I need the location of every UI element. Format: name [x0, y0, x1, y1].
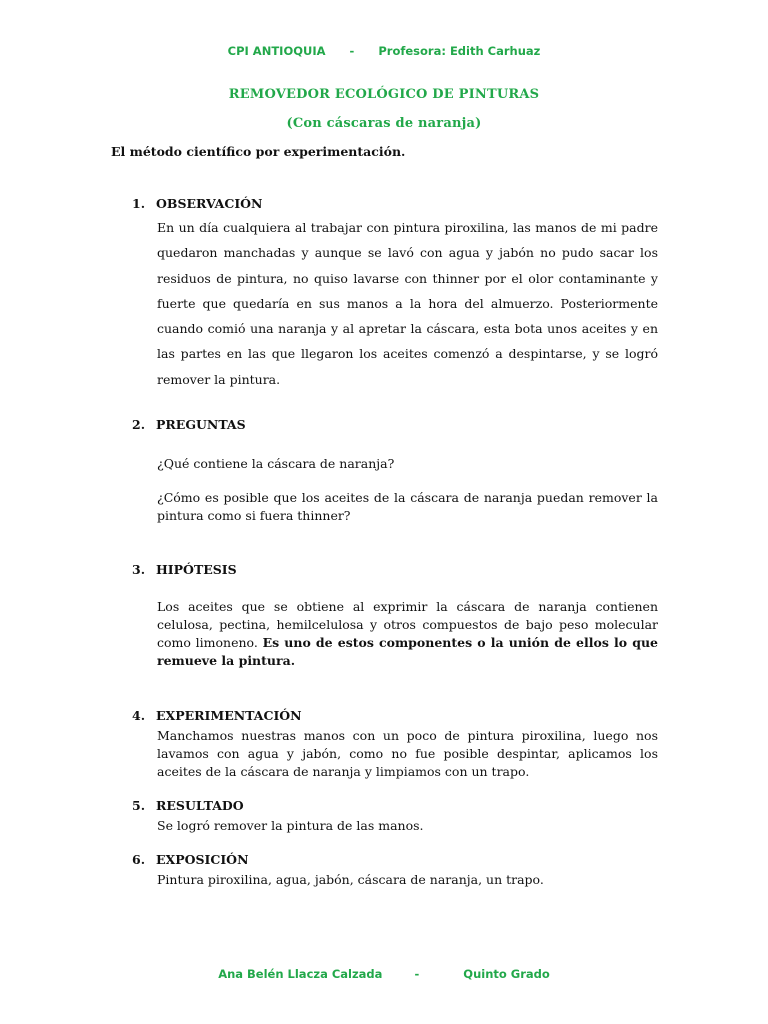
header-school: CPI ANTIOQUIA	[227, 44, 326, 58]
section-title: PREGUNTAS	[156, 417, 246, 432]
page-header	[0, 44, 768, 58]
observacion-text: En un día cualquiera al trabajar con pintura piroxilina, las manos de mi padre quedaron manchadas y aunque se lavó con agua y jabón no pudo sacar los residuos de pintura, no quiso lavarse con thinner por el olor contaminante y fuerte que quedaría en sus manos a la hora del almuerzo. Posteriormente cuando comió una naranja y al apretar la cáscara, esta bota unos aceites y en las partes en las que llegaron los aceites comenzó a despintarse, y se logró remover la pintura.	[157, 220, 658, 387]
section-title: EXPOSICIÓN	[156, 852, 249, 867]
section-title: OBSERVACIÓN	[156, 196, 263, 211]
header-teacher: Profesora: Edith Carhuaz	[378, 44, 541, 58]
header-separator: -	[349, 44, 355, 58]
hipotesis-text	[157, 598, 658, 670]
exposicion-text: Pintura piroxilina, agua, jabón, cáscara de naranja, un trapo.	[157, 872, 544, 887]
footer-separator: -	[414, 967, 420, 981]
document-subtitle: (Con cáscaras de naranja)	[286, 116, 482, 131]
footer-grade: Quinto Grado	[463, 967, 550, 981]
section-heading-hipotesis	[132, 562, 237, 577]
hipotesis-plain: Los aceites que se obtiene al exprimir la cáscara de naranja contienen celulosa, pectina, hemilcelulosa y otros compuestos de bajo peso molecular como limoneno.	[157, 599, 658, 650]
section-number: 6.	[132, 852, 146, 867]
resultado-text: Se logró remover la pintura de las manos.	[157, 818, 424, 833]
section-number: 1.	[132, 196, 146, 211]
section-heading-experimentacion	[132, 708, 302, 723]
section-number: 2.	[132, 417, 146, 432]
section-title: HIPÓTESIS	[156, 562, 237, 577]
section-heading-preguntas	[132, 417, 246, 432]
experimentacion-text: Manchamos nuestras manos con un poco de pintura piroxilina, luego nos lavamos con agua y jabón, como no fue posible despintar, aplicamos los aceites de la cáscara de naranja y limpiamos con un trapo.	[157, 728, 658, 779]
section-number: 3.	[132, 562, 146, 577]
footer-student: Ana Belén Llacza Calzada	[218, 967, 383, 981]
section-heading-observacion	[132, 196, 263, 211]
section-number: 5.	[132, 798, 146, 813]
section-heading-exposicion	[132, 852, 249, 867]
section-heading-resultado	[132, 798, 244, 813]
page-footer	[0, 967, 768, 981]
question-1: ¿Qué contiene la cáscara de naranja?	[157, 456, 395, 471]
section-title: RESULTADO	[156, 798, 244, 813]
hipotesis-bold: Es uno de estos componentes o la unión de ellos lo que remueve la pintura.	[157, 635, 658, 668]
question-2: ¿Cómo es posible que los aceites de la cáscara de naranja puedan remover la pintura como si fuera thinner?	[157, 490, 658, 523]
section-title: EXPERIMENTACIÓN	[156, 708, 302, 723]
intro-heading: El método científico por experimentación.	[111, 144, 406, 159]
section-number: 4.	[132, 708, 146, 723]
document-title: REMOVEDOR ECOLÓGICO DE PINTURAS	[228, 87, 540, 102]
